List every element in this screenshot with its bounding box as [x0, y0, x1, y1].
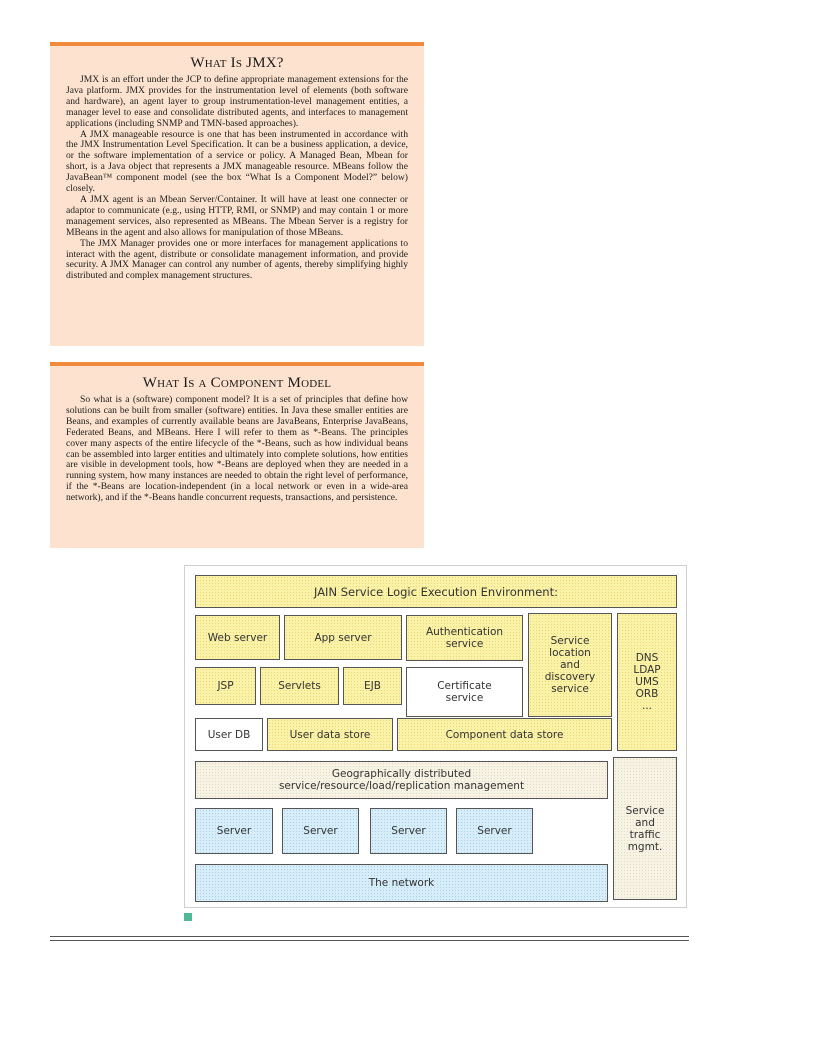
network-block: The network	[195, 864, 608, 902]
servlets-block: Servlets	[260, 667, 339, 705]
sidebar-paragraph: The JMX Manager provides one or more interfaces for management applications to interact with the agent, distribute or consolidate management information, and provide security. A JMX Manager can control any number of agents, thereby simplifying highly distributed and complex management structures.	[66, 237, 408, 282]
service-location-discovery-block: Service location and discovery service	[528, 613, 612, 717]
sidebar-paragraph: JMX is an effort under the JCP to define appropriate management extensions for the Java platform. JMX provides for the instrumentation level of elements (both software and hardware), an agent layer to group instrumentation-level management entities, a manager level to ease and consolidate distributed agents, and interfaces to management applications (including SNMP and TMN-based approaches).	[66, 74, 408, 129]
sidebar-paragraph: A JMX manageable resource is one that has been instrumented in accordance with the JMX Instrumentation Level Specification. It can be a business application, a device, or the software implementation of a service or policy. A Managed Bean, Mbean for short, is a Java object that represents a JMX manageable resource. MBeans follow the JavaBean™ component model (see the box “What Is a Component Model?” below) closely.	[66, 128, 408, 195]
authentication-service-block: Authentication service	[406, 615, 523, 661]
sidebar-what-is-jmx	[50, 42, 424, 346]
architecture-diagram	[184, 565, 687, 908]
app-server-block: App server	[284, 615, 402, 660]
figure-caption-marker-icon	[184, 913, 192, 921]
slee-block: JAIN Service Logic Execution Environment:	[195, 575, 677, 608]
sidebar-title: What Is a Component Model	[142, 375, 332, 391]
sidebar-paragraph: So what is a (software) component model? It is a set of principles that define how solutions can be built from smaller (software) entities. In Java these smaller entities are Beans, and examples of currently available beans are JavaBeans, Enterprise JavaBeans, Federated Beans, and MBeans. Here I will refer to them as *-Beans. The principles cover many aspects of the entire lifecycle of the *-Beans, such as how individual beans can be assembled into larger entities and ultimately into complete solutions, how entities are visible in development tools, how *-Beans are deployed when they are needed in a running system, how many instances are needed to obtain the right level of performance, if the *-Beans are location-independent (in a local network or even in a wide-area network), and if the *-Beans handle concurrent requests, transactions, and persistence.	[66, 394, 408, 504]
sidebar-paragraph: A JMX agent is an Mbean Server/Container. It will have at least one connecter or adaptor to communicate (e.g., using HTTP, RMI, or SNMP) and may contain 1 or more management services, also represented as MBeans. The Mbean Server is a registry for MBeans in the agent and also allows for manipulation of those MBeans.	[66, 193, 408, 238]
sidebar-title: What Is JMX?	[190, 55, 284, 71]
page-rule	[50, 940, 689, 941]
dns-ldap-ums-orb-block: DNS LDAP UMS ORB ...	[617, 613, 677, 751]
certificate-service-block: Certificate service	[406, 667, 523, 717]
server-block: Server	[282, 808, 359, 854]
component-data-store-block: Component data store	[397, 718, 612, 751]
server-block: Server	[195, 808, 273, 854]
geo-distributed-management-block: Geographically distributed service/resource/load/replication management	[195, 761, 608, 799]
ejb-block: EJB	[343, 667, 402, 705]
server-block: Server	[456, 808, 533, 854]
web-server-block: Web server	[195, 615, 280, 660]
user-db-block: User DB	[195, 718, 263, 751]
user-data-store-block: User data store	[267, 718, 393, 751]
jsp-block: JSP	[195, 667, 256, 705]
service-traffic-management-block: Service and traffic mgmt.	[613, 757, 677, 900]
page-rule	[50, 936, 689, 937]
server-block: Server	[370, 808, 447, 854]
sidebar-what-is-a-component-model	[50, 362, 424, 548]
